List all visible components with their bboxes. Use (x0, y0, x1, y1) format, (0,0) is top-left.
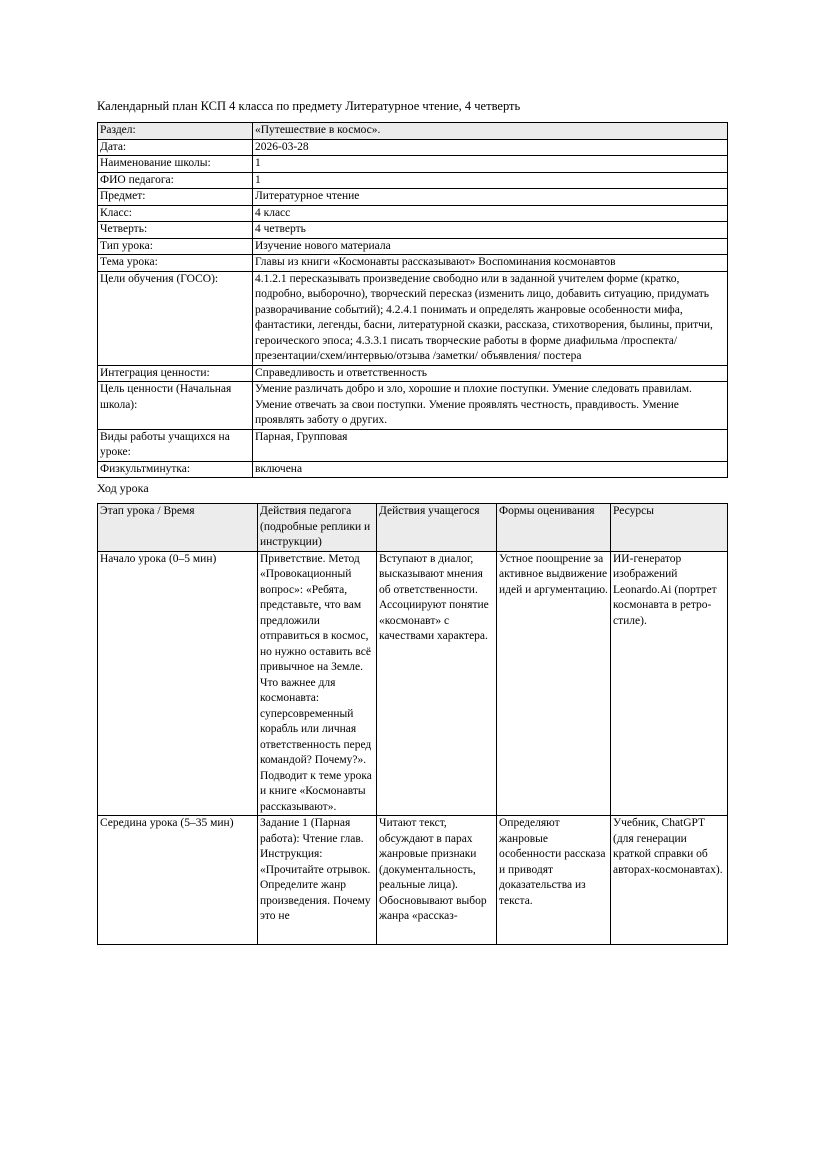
resources-cell: Учебник, ChatGPT (для генерации краткой справки об авторах-космонавтах). (611, 816, 728, 945)
info-label: Раздел: (98, 123, 253, 140)
info-label: Наименование школы: (98, 156, 253, 173)
lesson-row-start (98, 551, 728, 816)
info-row-class (98, 205, 728, 222)
info-row-goals (98, 271, 728, 365)
info-row-values-integration (98, 365, 728, 382)
student-actions-cell: Читают текст, обсуждают в парах жанровые признаки (документальность, реальные лица). Обосновывают выбор жанра «рассказ- (377, 816, 497, 945)
info-label: Физкультминутка: (98, 461, 253, 478)
col-header-resources: Ресурсы (611, 504, 728, 552)
teacher-actions-cell: Задание 1 (Парная работа): Чтение глав. Инструкция: «Прочитайте отрывок. Определите жанр произведения. Почему это не (258, 816, 377, 945)
info-label: Класс: (98, 205, 253, 222)
info-value: 4.1.2.1 пересказывать произведение свободно или в заданной учителем форме (кратко, подробно, выборочно), творческий пересказ (изменить лицо, добавить ситуацию, придумать разворачивание событий); 4.2.4.1 понимать и определять жанровые особенности мифа, фантастики, легенды, басни, литературной сказки, рассказа, стихотворения, былины, притчи, героического эпоса; 4.3.3.1 писать творческие работы в форме диафильма /проспекта/ презентации/схем/интервью/отзыва /заметки/ объявления/ постера (253, 271, 728, 365)
info-value: Литературное чтение (253, 189, 728, 206)
col-header-stage: Этап урока / Время (98, 504, 258, 552)
info-row-lesson-type (98, 238, 728, 255)
info-value: Изучение нового материала (253, 238, 728, 255)
info-row-work-types (98, 429, 728, 461)
info-value: Справедливость и ответственность (253, 365, 728, 382)
teacher-actions-cell: Приветствие. Метод «Провокационный вопрос»: «Ребята, представьте, что вам предложили отправиться в космос, но нужно оставить всё привычное на Земле. Что важнее для космонавта: суперсовременный корабль или личная ответственность перед командой? Почему?». Подводит к теме урока и книге «Космонавты рассказывают». (258, 551, 377, 816)
student-actions-cell: Вступают в диалог, высказывают мнения об ответственности. Ассоциируют понятие «космонавт» с качествами характера. (377, 551, 497, 816)
info-row-teacher (98, 172, 728, 189)
lesson-table-header-row (98, 504, 728, 552)
lesson-row-middle (98, 816, 728, 945)
info-table (97, 122, 728, 478)
info-row-subject (98, 189, 728, 206)
info-row-values-goal (98, 382, 728, 430)
assessment-cell: Устное поощрение за активное выдвижение идей и аргументацию. (497, 551, 611, 816)
info-value: 4 четверть (253, 222, 728, 239)
info-label: Цели обучения (ГОСО): (98, 271, 253, 365)
assessment-cell: Определяют жанровые особенности рассказа и приводят доказательства из текста. (497, 816, 611, 945)
info-label: Тема урока: (98, 255, 253, 272)
col-header-teacher-actions: Действия педагога (подробные реплики и инструкции) (258, 504, 377, 552)
info-label: Тип урока: (98, 238, 253, 255)
stage-cell: Середина урока (5–35 мин) (98, 816, 258, 945)
info-row-quarter (98, 222, 728, 239)
col-header-assessment: Формы оценивания (497, 504, 611, 552)
info-label: Виды работы учащихся на уроке: (98, 429, 253, 461)
info-value: включена (253, 461, 728, 478)
lesson-table (97, 503, 728, 945)
info-value: Умение различать добро и зло, хорошие и плохие поступки. Умение следовать правилам. Умение отвечать за свои поступки. Умение проявлять честность, правдивость. Умение проявлять заботу о других. (253, 382, 728, 430)
info-label: Дата: (98, 139, 253, 156)
info-label: ФИО педагога: (98, 172, 253, 189)
info-value: 1 (253, 156, 728, 173)
info-label: Предмет: (98, 189, 253, 206)
info-row-school (98, 156, 728, 173)
page-title: Календарный план КСП 4 класса по предмету Литературное чтение, 4 четверть (97, 99, 521, 113)
info-value: Парная, Групповая (253, 429, 728, 461)
resources-cell: ИИ-генератор изображений Leonardo.Ai (портрет космонавта в ретро-стиле). (611, 551, 728, 816)
stage-cell: Начало урока (0–5 мин) (98, 551, 258, 816)
info-value: «Путешествие в космос». (253, 123, 728, 140)
info-value: 1 (253, 172, 728, 189)
info-row-razdel (98, 123, 728, 140)
info-row-phys-minute (98, 461, 728, 478)
info-row-data (98, 139, 728, 156)
info-label: Цель ценности (Начальная школа): (98, 382, 253, 430)
lesson-flow-heading: Ход урока (97, 481, 149, 495)
col-header-student-actions: Действия учащегося (377, 504, 497, 552)
info-value: 2026-03-28 (253, 139, 728, 156)
info-value: 4 класс (253, 205, 728, 222)
info-value: Главы из книги «Космонавты рассказывают» Воспоминания космонавтов (253, 255, 728, 272)
info-row-lesson-topic (98, 255, 728, 272)
info-label: Четверть: (98, 222, 253, 239)
info-label: Интеграция ценности: (98, 365, 253, 382)
